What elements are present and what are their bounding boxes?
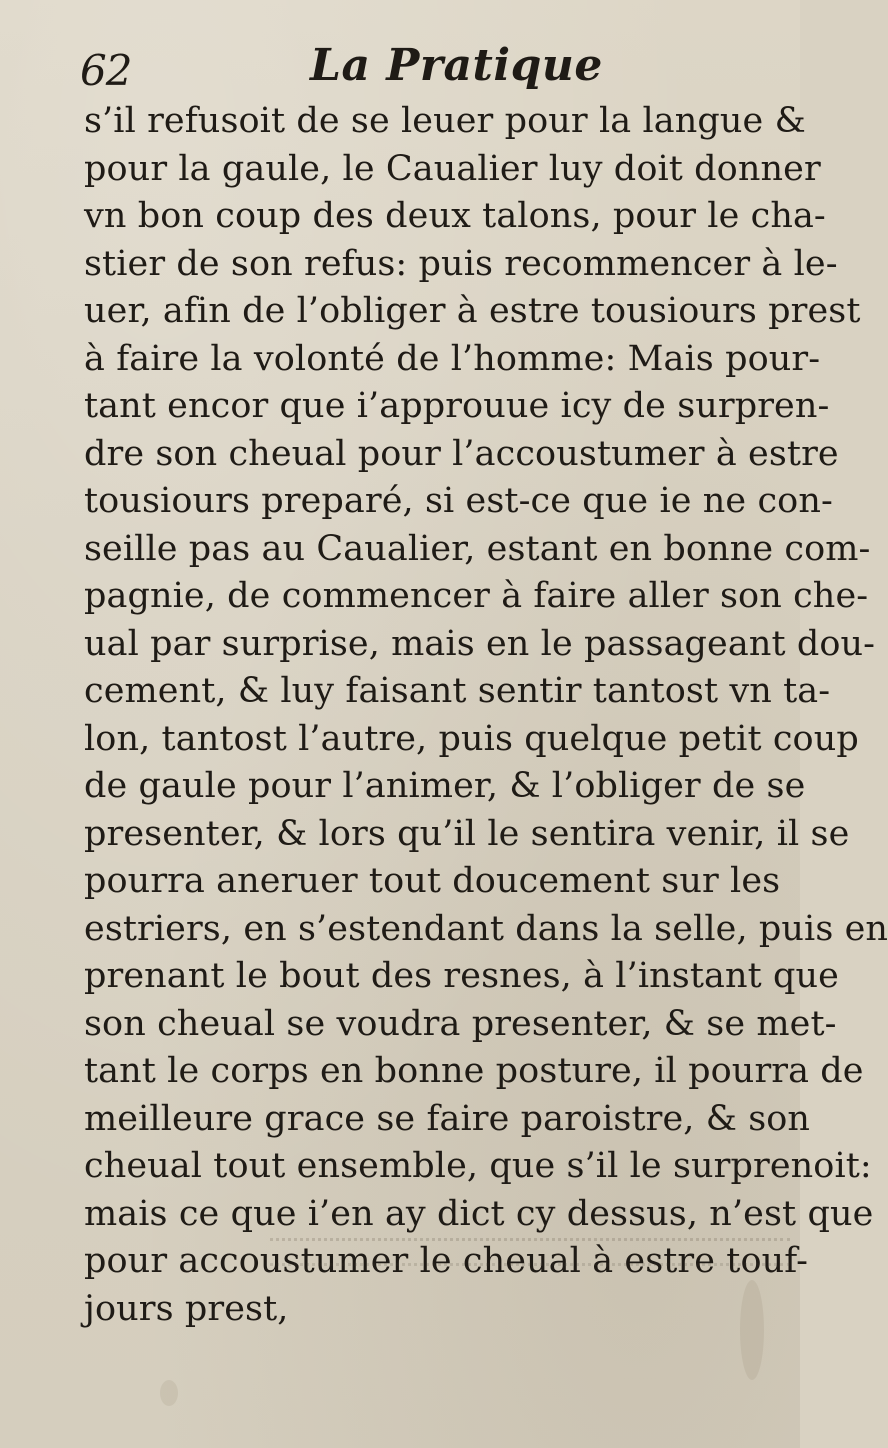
page-header	[80, 38, 780, 98]
text-line: s’il refusoit de se leuer pour la langue &	[84, 101, 806, 141]
text-line: mais ce que i’en ay dict cy dessus, n’est que	[84, 1193, 874, 1234]
paper-stain	[160, 1380, 178, 1406]
text-line: pourra aneruer tout doucement sur les	[84, 861, 781, 901]
text-line: presenter, & lors qu’il le sentira venir, il se	[84, 813, 850, 854]
text-line: uer, afin de l’obliger à estre tousiours prest	[84, 291, 861, 331]
text-line: à faire la volonté de l’homme: Mais pour-	[84, 338, 821, 379]
text-line: jours prest,	[84, 1288, 289, 1329]
text-line: pagnie, de commencer à faire aller son che-	[84, 576, 869, 616]
text-line: son cheual se voudra presenter, & se met-	[84, 1003, 837, 1044]
body-text	[84, 98, 888, 1333]
text-line: tant encor que i’approuue icy de surpren-	[84, 386, 830, 426]
text-line: prenant le bout des resnes, à l’instant que	[84, 956, 839, 996]
text-line: meilleure grace se faire paroistre, & son	[84, 1098, 811, 1139]
text-line: lon, tantost l’autre, puis quelque petit coup	[84, 718, 859, 759]
text-line: cheual tout ensemble, que s’il le surprenoit:	[84, 1146, 872, 1186]
text-line: estriers, en s’estendant dans la selle, puis en	[84, 908, 888, 949]
text-line: vn bon coup des deux talons, pour le cha-	[84, 196, 826, 236]
text-line: seille pas au Caualier, estant en bonne com-	[84, 528, 871, 569]
text-line: tant le corps en bonne posture, il pourra de	[84, 1051, 864, 1091]
bleed-through-texture	[270, 1220, 790, 1290]
text-line: cement, & luy faisant sentir tantost vn ta-	[84, 671, 831, 711]
text-line: ual par surprise, mais en le passageant dou-	[84, 623, 876, 664]
text-line: stier de son refus: puis recommencer à le-	[84, 243, 838, 284]
running-title: La Pratique	[310, 40, 603, 91]
text-line: pour accoustumer le cheual à estre touf-	[84, 1241, 809, 1281]
text-line: de gaule pour l’animer, & l’obliger de se	[84, 766, 806, 806]
text-line: pour la gaule, le Caualier luy doit donner	[84, 148, 821, 189]
text-line: dre son cheual pour l’accoustumer à estre	[84, 433, 839, 474]
text-line: tousiours preparé, si est-ce que ie ne con-	[84, 481, 833, 521]
page-number: 62	[80, 46, 132, 95]
